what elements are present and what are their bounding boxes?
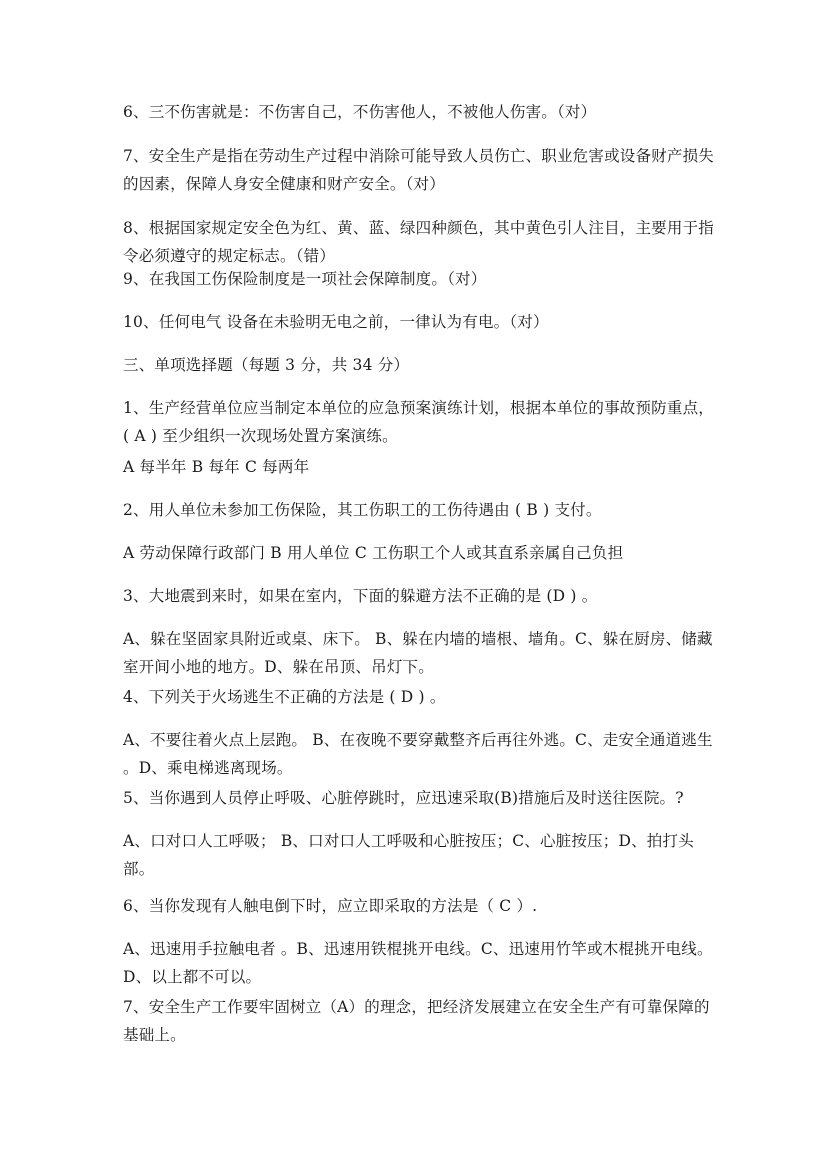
paragraph: A、不要往着火点上层跑。 B、在夜晚不要穿戴整齐后再往外逃。C、走安全通道逃生 。D、乘电梯逃离现场。 bbox=[123, 731, 713, 777]
paragraph: 7、安全生产工作要牢固树立（A）的理念，把经济发展建立在安全生产有可靠保障的基础上。 bbox=[123, 998, 710, 1044]
paragraph: A、口对口人工呼吸； B、口对口人工呼吸和心脏按压；C、心脏按压；D、拍打头部。 bbox=[123, 832, 694, 878]
paragraph: 4、下列关于火场逃生不正确的方法是 ( D ) 。 bbox=[123, 688, 446, 706]
paragraph: 10、任何电气 设备在未验明无电之前，一律认为有电。（对） bbox=[123, 313, 549, 331]
paragraph: 8、根据国家规定安全色为红、黄、蓝、绿四种颜色，其中黄色引人注目，主要用于指令必须遵守的规定标志。（错） bbox=[123, 219, 714, 265]
paragraph: 6、三不伤害就是：不伤害自己，不伤害他人，不被他人伤害。（对） bbox=[123, 103, 597, 121]
paragraph: 6、当你发现有人触电倒下时，应立即采取的方法是（ C ）. bbox=[123, 897, 538, 915]
paragraph: A 劳动保障行政部门 B 用人单位 C 工伤职工个人或其直系亲属自己负担 bbox=[123, 544, 624, 562]
paragraph: 三、单项选择题（每题 3 分，共 34 分） bbox=[123, 356, 410, 374]
paragraph: 1、生产经营单位应当制定本单位的应急预案演练计划，根据本单位的事故预防重点，( A ) 至少组织一次现场处置方案演练。 bbox=[123, 399, 714, 445]
paragraph: A、躲在坚固家具附近或桌、床下。 B、躲在内墙的墙根、墙角。C、躲在厨房、储藏室开间小地的地方。D、躲在吊顶、吊灯下。 bbox=[123, 630, 713, 676]
paragraph: 7、安全生产是指在劳动生产过程中消除可能导致人员伤亡、职业危害或设备财产损失的因素，保障人身安全健康和财产安全。（对） bbox=[123, 147, 714, 193]
paragraph: 3、大地震到来时，如果在室内，下面的躲避方法不正确的是 (D ) 。 bbox=[123, 587, 598, 605]
paragraph: 2、用人单位未参加工伤保险，其工伤职工的工伤待遇由 ( B ) 支付。 bbox=[123, 501, 602, 519]
paragraph: A、迅速用手拉触电者 。B、迅速用铁棍挑开电线。C、迅速用竹竿或木棍挑开电线。 D、以上都不可以。 bbox=[123, 940, 713, 986]
paragraph: A 每半年 B 每年 C 每两年 bbox=[123, 458, 310, 476]
paragraph: 5、当你遇到人员停止呼吸、心脏停跳时，应迅速采取(B)措施后及时送往医院。? bbox=[123, 789, 684, 807]
paragraph: 9、在我国工伤保险制度是一项社会保障制度。（对） bbox=[123, 270, 487, 288]
